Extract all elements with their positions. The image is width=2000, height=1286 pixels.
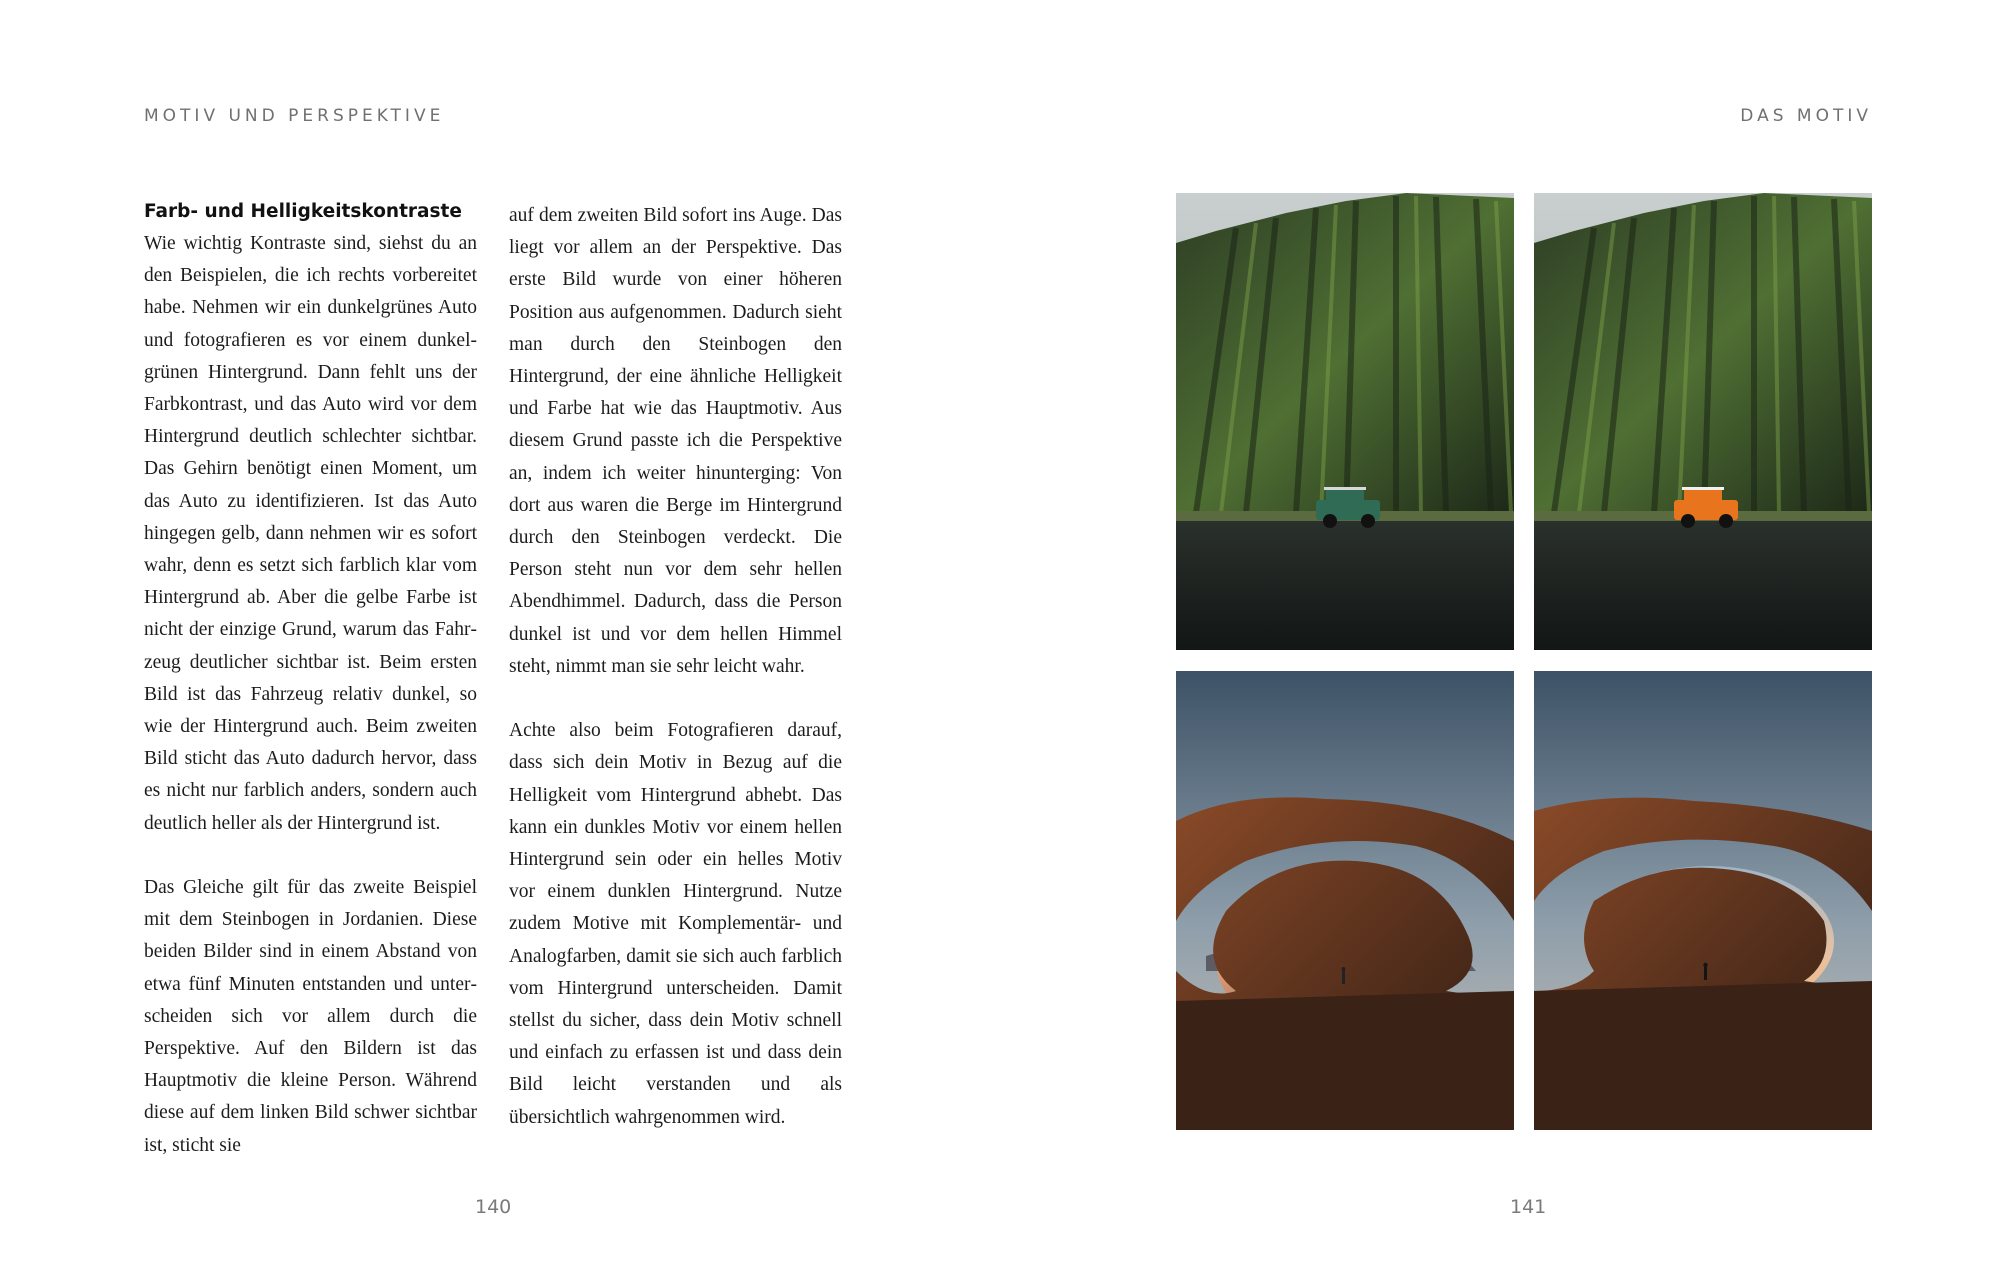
page-number-right: 141	[1510, 1196, 1547, 1218]
text-column-1	[144, 200, 477, 1162]
photo-green-car-mountain	[1176, 193, 1514, 650]
running-head-left: MOTIV UND PERSPEKTIVE	[144, 106, 445, 126]
paragraph: Das Gleiche gilt für das zweite Beispiel mit dem Steinbogen in Jordanien. Diese beiden Bilder sind in einem Abstand von etwa fünf Minuten entstanden und unterscheiden sich vor allem durch die Perspektive. Auf den Bildern ist das Hauptmotiv die kleine Person. Während diese auf dem linken Bild schwer sichtbar ist, sticht sie	[144, 877, 477, 1156]
running-head-right: DAS MOTIV	[1740, 106, 1872, 126]
photo-arch-with-mountains	[1176, 671, 1514, 1130]
paragraph: Wie wichtig Kontraste sind, siehst du an den Beispielen, die ich rechts vorbereitet habe. Nehmen wir ein dunkelgrünes Auto und fotografieren es vor einem dunkelgrünen Hintergrund. Dann fehlt uns der Farbkontrast, und das Auto wird vor dem Hintergrund deutlich schlechter sichtbar. Das Gehirn benötigt einen Moment, um das Auto zu identifizieren. Ist das Auto hingegen gelb, dann nehmen wir es sofort wahr, denn es setzt sich farblich klar vom Hintergrund ab. Aber die gelbe Farbe ist nicht der einzige Grund, warum das Fahrzeug deutlicher sichtbar ist. Beim ersten Bild ist das Fahrzeug relativ dunkel, so wie der Hintergrund auch. Beim zweiten Bild sticht das Auto dadurch hervor, dass es nicht nur farblich anders, sondern auch deutlich heller als der Hintergrund ist.	[144, 233, 477, 834]
section-heading: Farb- und Helligkeitskontraste	[144, 201, 462, 222]
paragraph: auf dem zweiten Bild sofort ins Auge. Das liegt vor allem an der Perspektive. Das erste Bild wurde von einer höheren Position aus aufgenommen. Dadurch sieht man durch den Steinbogen den Hintergrund, der eine ähnliche Helligkeit und Farbe hat wie das Hauptmotiv. Aus diesem Grund passte ich die Perspektive an, indem ich weiter hinunterging: Von dort aus waren die Berge im Hintergrund durch den Steinbogen verdeckt. Die Person steht nun vor dem sehr hellen Abendhimmel. Dadurch, dass die Person dunkel ist und vor dem hellen Himmel steht, nimmt man sie sehr leicht wahr.	[509, 205, 842, 677]
text-column-2	[509, 200, 842, 1134]
page-number-left: 140	[475, 1196, 512, 1218]
photo-orange-car-mountain	[1534, 193, 1872, 650]
paragraph: Achte also beim Fotografieren darauf, dass sich dein Motiv in Bezug auf die Helligkeit vom Hintergrund abhebt. Das kann ein dunkles Motiv vor einem hellen Hintergrund sein oder ein helles Motiv vor einem dunklen Hintergrund. Nutze zudem Motive mit Komplementär- und Analogfarben, damit sie sich auch farblich vom Hintergrund unterscheiden. Damit stellst du sicher, dass dein Motiv schnell und einfach zu erfassen ist und dass dein Bild leicht verstanden und als übersichtlich wahrgenommen wird.	[509, 720, 842, 1128]
photo-arch-with-sky	[1534, 671, 1872, 1130]
